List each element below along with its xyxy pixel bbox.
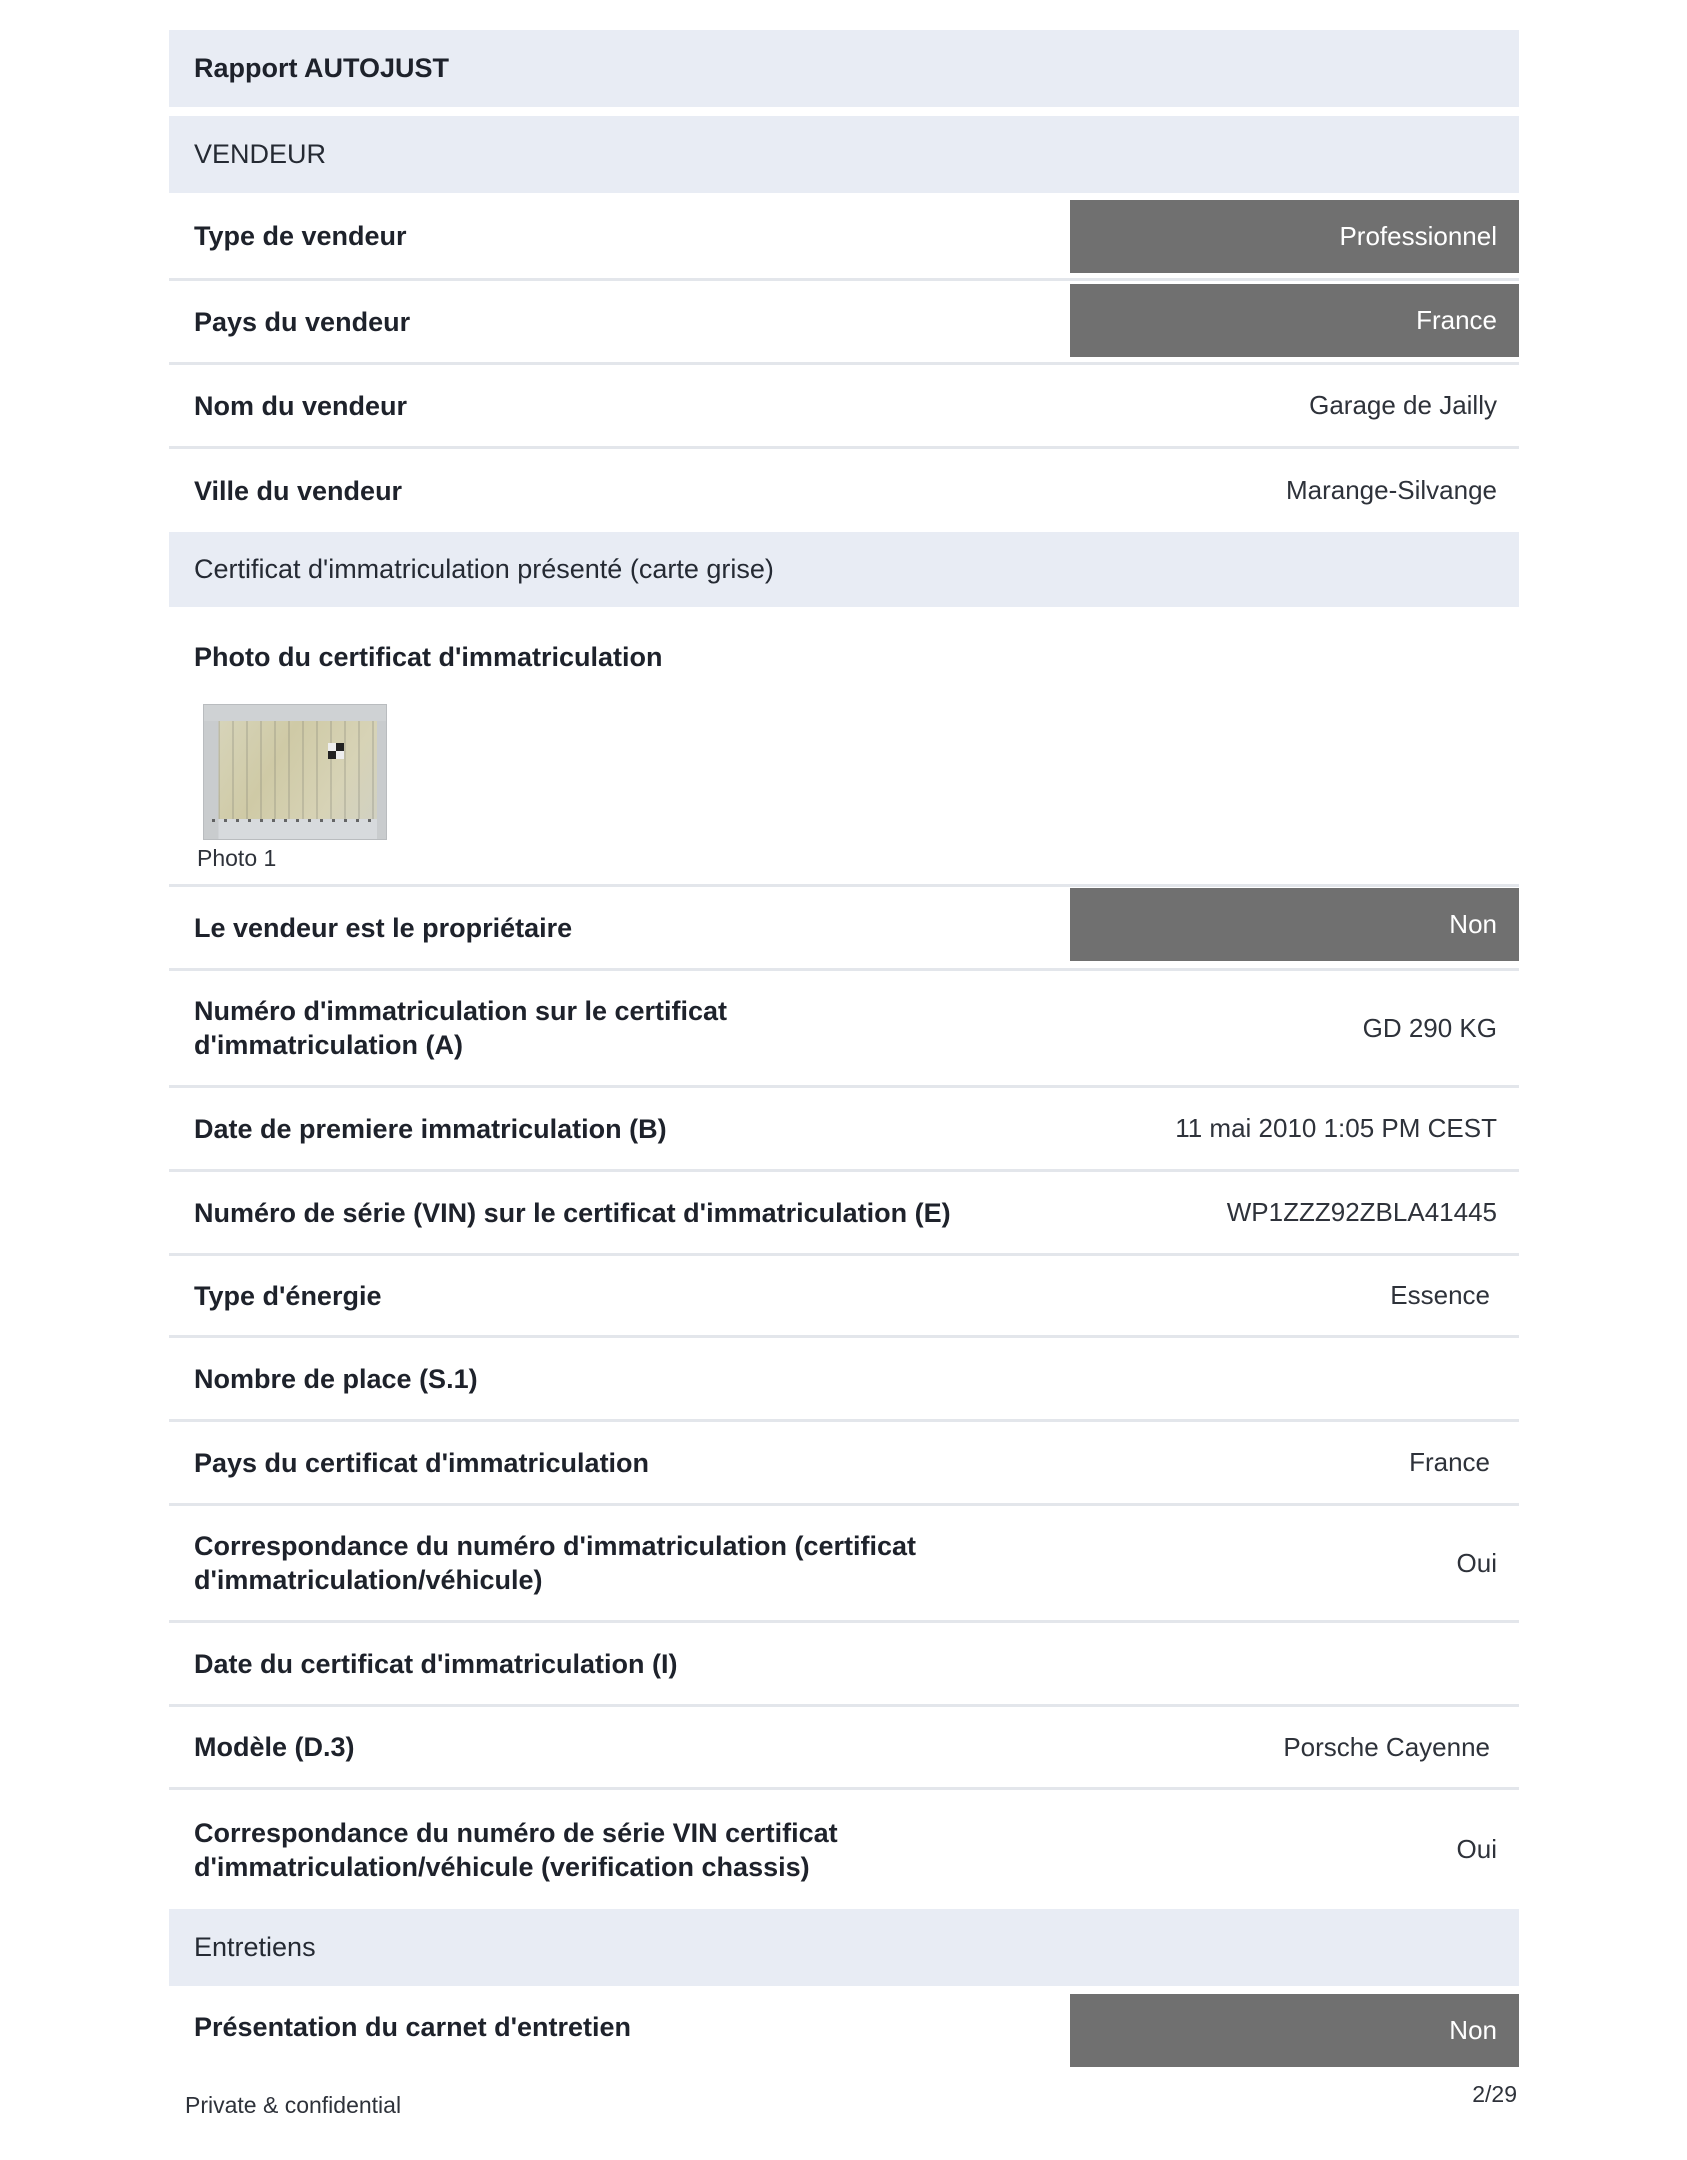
- report-title: Rapport AUTOJUST: [169, 30, 1519, 107]
- field-value: Oui: [1456, 1834, 1497, 1864]
- field-label: Correspondance du numéro d'immatriculation (certificat d'immatriculation/véhicule): [194, 1531, 917, 1595]
- field-row-photo-certificat: [169, 607, 1519, 887]
- field-row-date-certificat: [169, 1623, 1519, 1707]
- field-value: France: [1409, 1447, 1490, 1477]
- qr-stamp-icon: [328, 743, 344, 759]
- field-value: Essence: [1390, 1280, 1490, 1310]
- field-row-date-premiere-immatriculation: [169, 1088, 1519, 1172]
- field-label: Ville du vendeur: [194, 475, 403, 506]
- field-label: Pays du certificat d'immatriculation: [194, 1447, 650, 1478]
- perforation-decoration: [212, 819, 378, 822]
- field-label: Présentation du carnet d'entretien: [194, 2012, 632, 2042]
- field-value-badge: France: [1070, 284, 1519, 357]
- field-row-pays-vendeur: [169, 281, 1519, 365]
- field-label: Date du certificat d'immatriculation (I): [194, 1648, 678, 1679]
- section-header-entretiens: Entretiens: [169, 1909, 1519, 1986]
- field-value-badge: Professionnel: [1070, 200, 1519, 273]
- field-value: Porsche Cayenne: [1283, 1731, 1490, 1762]
- field-row-pays-certificat: [169, 1422, 1519, 1506]
- section-header-vendeur: VENDEUR: [169, 116, 1519, 193]
- field-value-badge: Non: [1070, 1994, 1519, 2067]
- field-value: 11 mai 2010 1:05 PM CEST: [1175, 1113, 1497, 1143]
- field-value: Oui: [1456, 1547, 1497, 1578]
- field-row-nombre-place: [169, 1338, 1519, 1422]
- field-label: Nombre de place (S.1): [194, 1363, 478, 1394]
- field-row-nom-vendeur: [169, 365, 1519, 449]
- field-label: Type d'énergie: [194, 1280, 382, 1311]
- field-row-carnet-entretien: [169, 1986, 1519, 2068]
- field-label: Date de premiere immatriculation (B): [194, 1113, 667, 1144]
- field-value: Garage de Jailly: [1309, 390, 1497, 420]
- field-value: GD 290 KG: [1362, 1012, 1497, 1043]
- field-row-vendeur-proprietaire: [169, 887, 1519, 971]
- field-row-type-energie: [169, 1256, 1519, 1338]
- certificate-photo-thumbnail[interactable]: [203, 704, 387, 840]
- page-number: 2/29: [1472, 2081, 1517, 2107]
- field-label: Numéro d'immatriculation sur le certificat d'immatriculation (A): [194, 996, 728, 1060]
- field-value: WP1ZZZ92ZBLA41445: [1226, 1197, 1497, 1227]
- field-value: Marange-Silvange: [1285, 475, 1497, 505]
- field-value-badge: Non: [1070, 888, 1519, 961]
- field-label: Nom du vendeur: [194, 390, 408, 421]
- photo-caption: Photo 1: [197, 845, 277, 871]
- field-row-type-vendeur: [169, 193, 1519, 281]
- field-label: Type de vendeur: [194, 220, 407, 251]
- field-row-modele: [169, 1707, 1519, 1790]
- field-row-numero-immatriculation: [169, 971, 1519, 1088]
- field-label: Le vendeur est le propriétaire: [194, 912, 573, 943]
- field-label: Numéro de série (VIN) sur le certificat d'immatriculation (E): [194, 1197, 951, 1228]
- field-label: Pays du vendeur: [194, 306, 411, 337]
- field-row-vin: [169, 1172, 1519, 1256]
- field-row-ville-vendeur: [169, 449, 1519, 532]
- report-page: [169, 30, 1519, 2068]
- field-label: Photo du certificat d'immatriculation: [194, 642, 663, 672]
- field-row-correspondance-immatriculation: [169, 1506, 1519, 1623]
- footer-confidentiality: Private & confidential: [185, 2092, 402, 2118]
- field-row-correspondance-vin: [169, 1790, 1519, 1909]
- field-label: Modèle (D.3): [194, 1732, 355, 1762]
- field-label: Correspondance du numéro de série VIN certificat d'immatriculation/véhicule (verification chassis): [194, 1817, 838, 1882]
- section-header-certificat: Certificat d'immatriculation présenté (carte grise): [169, 532, 1519, 607]
